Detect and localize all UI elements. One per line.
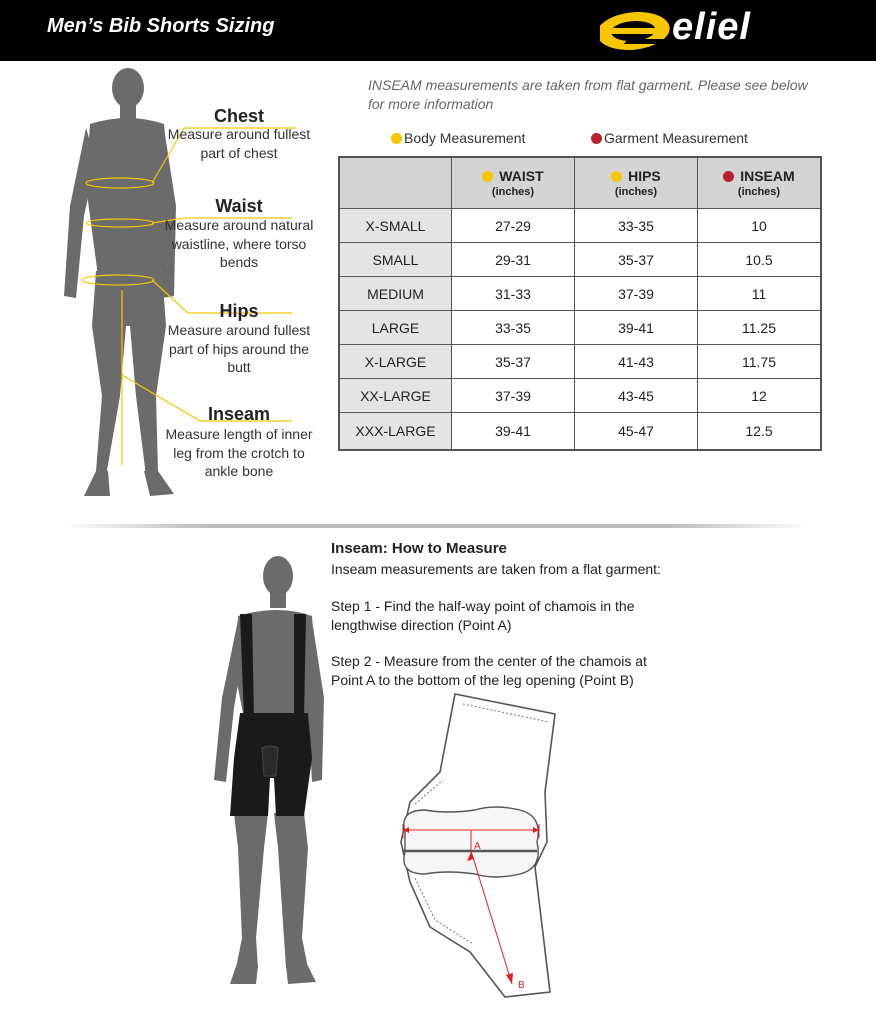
table-row	[339, 243, 821, 277]
waist-cell: 39-41	[452, 413, 575, 451]
chest-text: Measure around fullest part of chest	[167, 126, 311, 161]
inseam-cell: 10	[698, 209, 822, 243]
table-row	[339, 209, 821, 243]
page-title: Men’s Bib Shorts Sizing	[47, 15, 275, 37]
header-waist-label: WAIST	[499, 168, 544, 184]
point-b-label: B	[518, 980, 525, 991]
legend-garment	[591, 130, 748, 146]
inseam-cell: 12.5	[698, 413, 822, 451]
how-step2: Step 2 - Measure from the center of the chamois at Point A to the bottom of the leg opening (Point B)	[331, 653, 647, 688]
waist-cell: 33-35	[452, 311, 575, 345]
how-intro: Inseam measurements are taken from a flat garment:	[331, 561, 661, 577]
inseam-cell: 11	[698, 277, 822, 311]
header-blank	[339, 157, 452, 209]
hips-cell: 45-47	[575, 413, 698, 451]
table-row	[339, 311, 821, 345]
yellow-dot-icon	[611, 171, 622, 182]
header-inseam-label: INSEAM	[740, 168, 795, 184]
point-a-label: A	[474, 841, 481, 852]
waist-cell: 31-33	[452, 277, 575, 311]
inseam-cell: 12	[698, 379, 822, 413]
size-cell: XX-LARGE	[339, 379, 452, 413]
header-hips	[575, 157, 698, 209]
legend-garment-label: Garment Measurement	[604, 130, 748, 146]
header-waist-unit: (inches)	[491, 186, 535, 198]
bib-shorts-figure	[200, 548, 325, 996]
how-step1: Step 1 - Find the half-way point of chamois in the lengthwise direction (Point A)	[331, 598, 635, 633]
size-cell: XXX-LARGE	[339, 413, 452, 451]
hips-cell: 33-35	[575, 209, 698, 243]
red-dot-icon	[591, 133, 602, 144]
legend-body-label: Body Measurement	[404, 130, 526, 146]
inseam-cell: 11.75	[698, 345, 822, 379]
legend-body	[391, 130, 525, 146]
size-cell: X-LARGE	[339, 345, 452, 379]
waist-cell: 37-39	[452, 379, 575, 413]
inseam-title: Inseam	[207, 404, 271, 424]
hips-cell: 37-39	[575, 277, 698, 311]
flat-garment-diagram	[385, 692, 560, 1017]
table-row	[339, 379, 821, 413]
inseam-cell: 11.25	[698, 311, 822, 345]
size-table	[338, 156, 822, 451]
hips-text: Measure around fullest part of hips around the butt	[167, 322, 311, 375]
hips-cell: 41-43	[575, 345, 698, 379]
inseam-note: INSEAM measurements are taken from flat garment. Please see below for more information	[368, 77, 808, 112]
inseam-text: Measure length of inner leg from the crotch to ankle bone	[165, 426, 313, 479]
header-inseam	[698, 157, 822, 209]
waist-cell: 29-31	[452, 243, 575, 277]
how-title: Inseam: How to Measure	[331, 540, 507, 557]
waist-cell: 35-37	[452, 345, 575, 379]
size-cell: MEDIUM	[339, 277, 452, 311]
header-hips-unit: (inches)	[614, 186, 658, 198]
header-inseam-unit: (inches)	[737, 186, 781, 198]
hips-cell: 35-37	[575, 243, 698, 277]
size-cell: X-SMALL	[339, 209, 452, 243]
header-waist	[452, 157, 575, 209]
header-hips-label: HIPS	[628, 168, 661, 184]
yellow-dot-icon	[391, 133, 402, 144]
brand-name: eliel	[672, 6, 751, 48]
size-cell: LARGE	[339, 311, 452, 345]
header-bar	[0, 0, 876, 61]
hips-cell: 39-41	[575, 311, 698, 345]
table-row	[339, 413, 821, 451]
table-header-row	[339, 157, 821, 209]
waist-text: Measure around natural waistline, where torso bends	[164, 217, 314, 270]
table-row	[339, 345, 821, 379]
section-divider	[62, 524, 812, 528]
chest-title: Chest	[213, 106, 264, 126]
inseam-cell: 10.5	[698, 243, 822, 277]
hips-cell: 43-45	[575, 379, 698, 413]
waist-cell: 27-29	[452, 209, 575, 243]
table-row	[339, 277, 821, 311]
red-dot-icon	[723, 171, 734, 182]
yellow-dot-icon	[482, 171, 493, 182]
waist-title: Waist	[215, 196, 263, 216]
hips-title: Hips	[219, 301, 259, 321]
size-cell: SMALL	[339, 243, 452, 277]
